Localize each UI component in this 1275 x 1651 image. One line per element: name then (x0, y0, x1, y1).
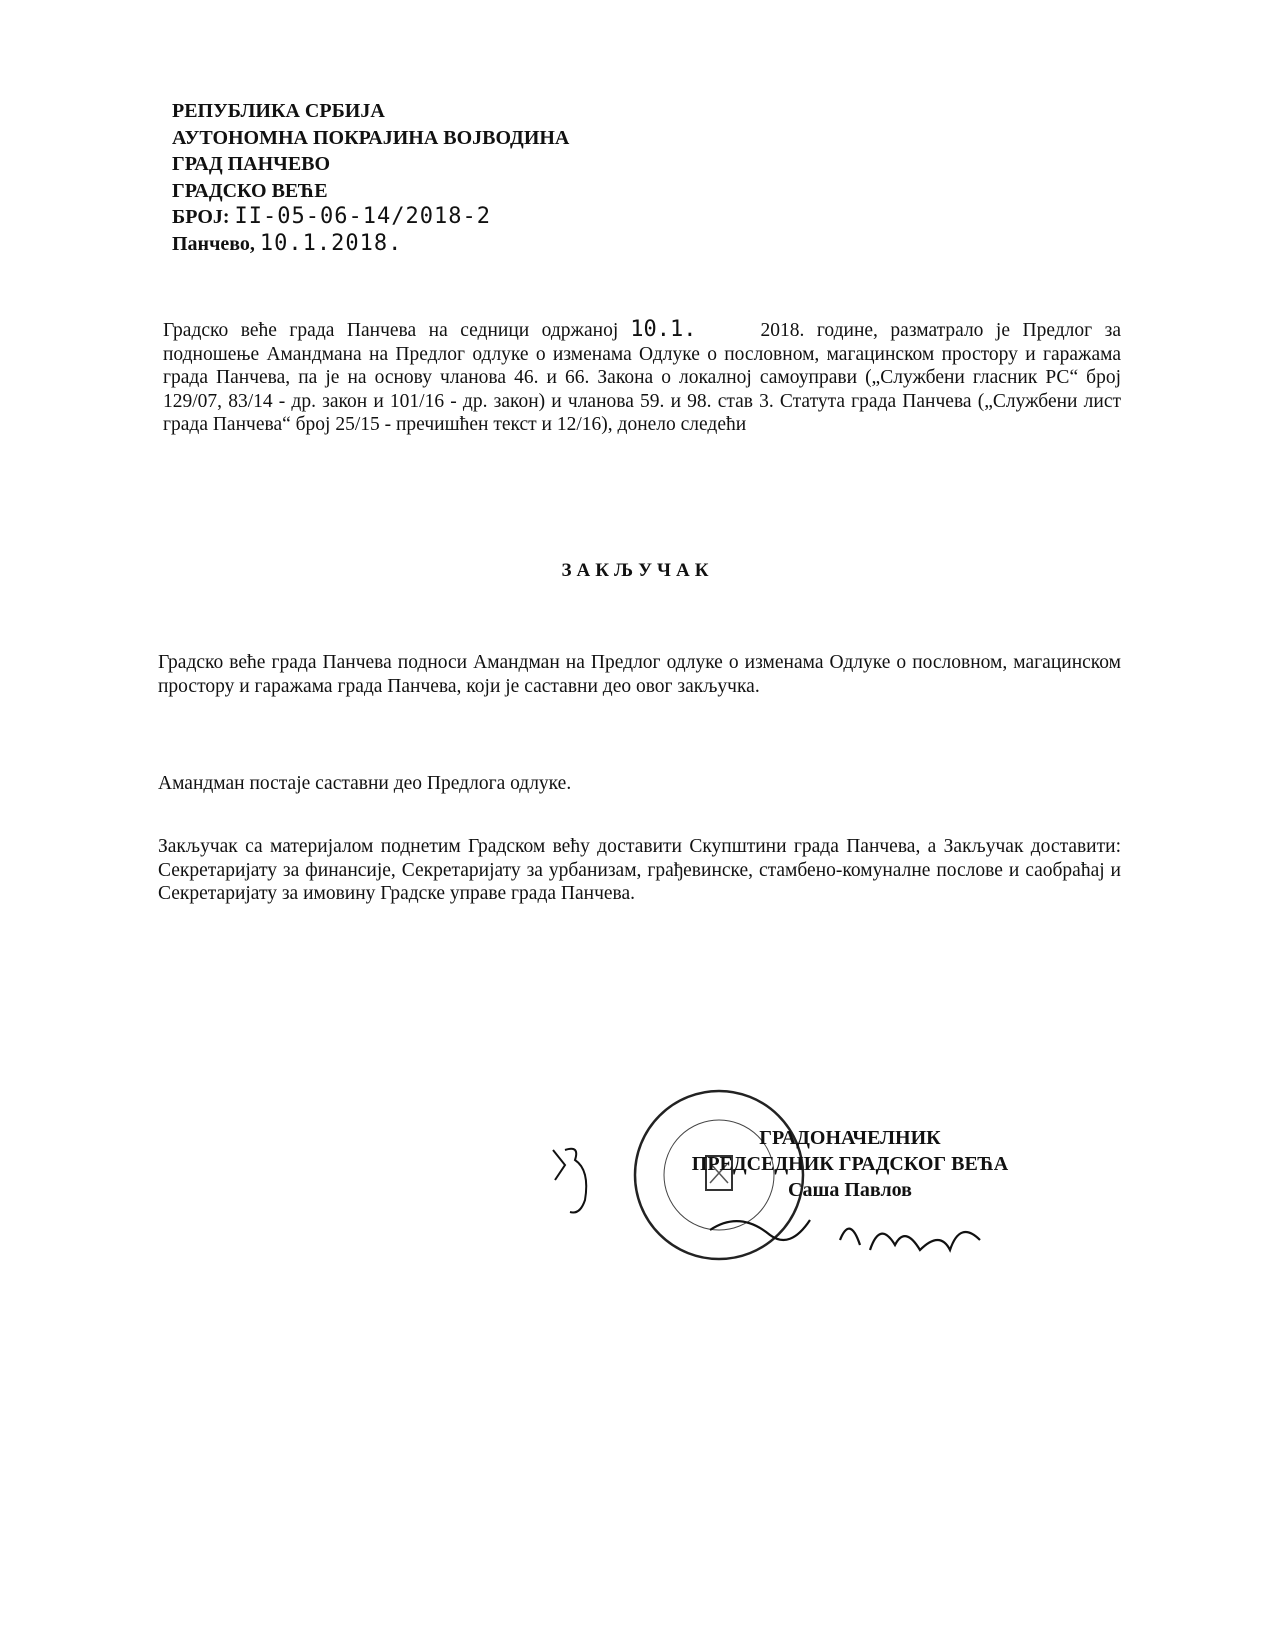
body-paragraph-1: Градско веће града Панчева подноси Амандман на Предлог одлуке о изменама Одлуке о пословном, магацинском простору и гаражама града Панчева, који је саставни део овог закључка. (158, 652, 1121, 697)
signature-title-president: ПРЕДСЕДНИК ГРАДСКОГ ВЕЋА (691, 1153, 1009, 1175)
header-province: АУТОНОМНА ПОКРАЈИНА ВОЈВОДИНА (172, 126, 570, 149)
intro-after-date: 2018. године, разматрало је Предлог за подношење Амандмана на Предлог одлуке о изменама Одлуке о пословном, магацинском простору и гаражама града Панчева, па је на основу чланова 46. и 66. Закона о локалној самоуправи („Службени гласник РС“ број 129/07, 83/14 - др. закон и 101/16 - др. закон) и чланова 59. и 98. став 3. Статута града Панчева („Службени лист града Панчева“ број 25/15 - пречишћен текст и 12/16), донело следећи (163, 320, 1121, 435)
header-city: ГРАД ПАНЧЕВО (172, 153, 331, 175)
header-number (172, 204, 569, 231)
place-label: Панчево, (172, 232, 255, 255)
document-header (172, 98, 569, 257)
document-title: ЗАКЉУЧАК (561, 560, 714, 581)
signature-title-mayor: ГРАДОНАЧЕЛНИК (759, 1127, 941, 1149)
intro-before-date: Градско веће града Панчева на седници одржаној (163, 320, 619, 341)
header-place-date (172, 231, 569, 258)
header-republic: РЕПУБЛИКА СРБИЈА (172, 100, 385, 122)
body-paragraph-2: Амандман постаје саставни део Предлога одлуке. (158, 773, 572, 794)
number-label: БРОЈ: (172, 206, 230, 228)
signature-block (650, 1125, 1050, 1203)
header-council: ГРАДСКО ВЕЋЕ (172, 179, 328, 202)
handwritten-session-date: 10.1. (630, 317, 697, 342)
body-paragraph-3: Закључак са материјалом поднетим Градском већу доставити Скупштини града Панчева, а Закључак доставити: Секретаријату за финансије, Секретаријату за урбанизам, грађевинске, стамбено-комуналне послове и саобраћај и Секретаријату за имовину Градске управе града Панчева. (158, 836, 1121, 904)
handwritten-number: II-05-06-14/2018-2 (234, 204, 491, 229)
signature-scribble (700, 1200, 1000, 1270)
signatory-name: Саша Павлов (788, 1179, 912, 1201)
initials-signature (545, 1140, 605, 1220)
intro-paragraph (163, 318, 1121, 437)
handwritten-date: 10.1.2018. (259, 230, 403, 256)
